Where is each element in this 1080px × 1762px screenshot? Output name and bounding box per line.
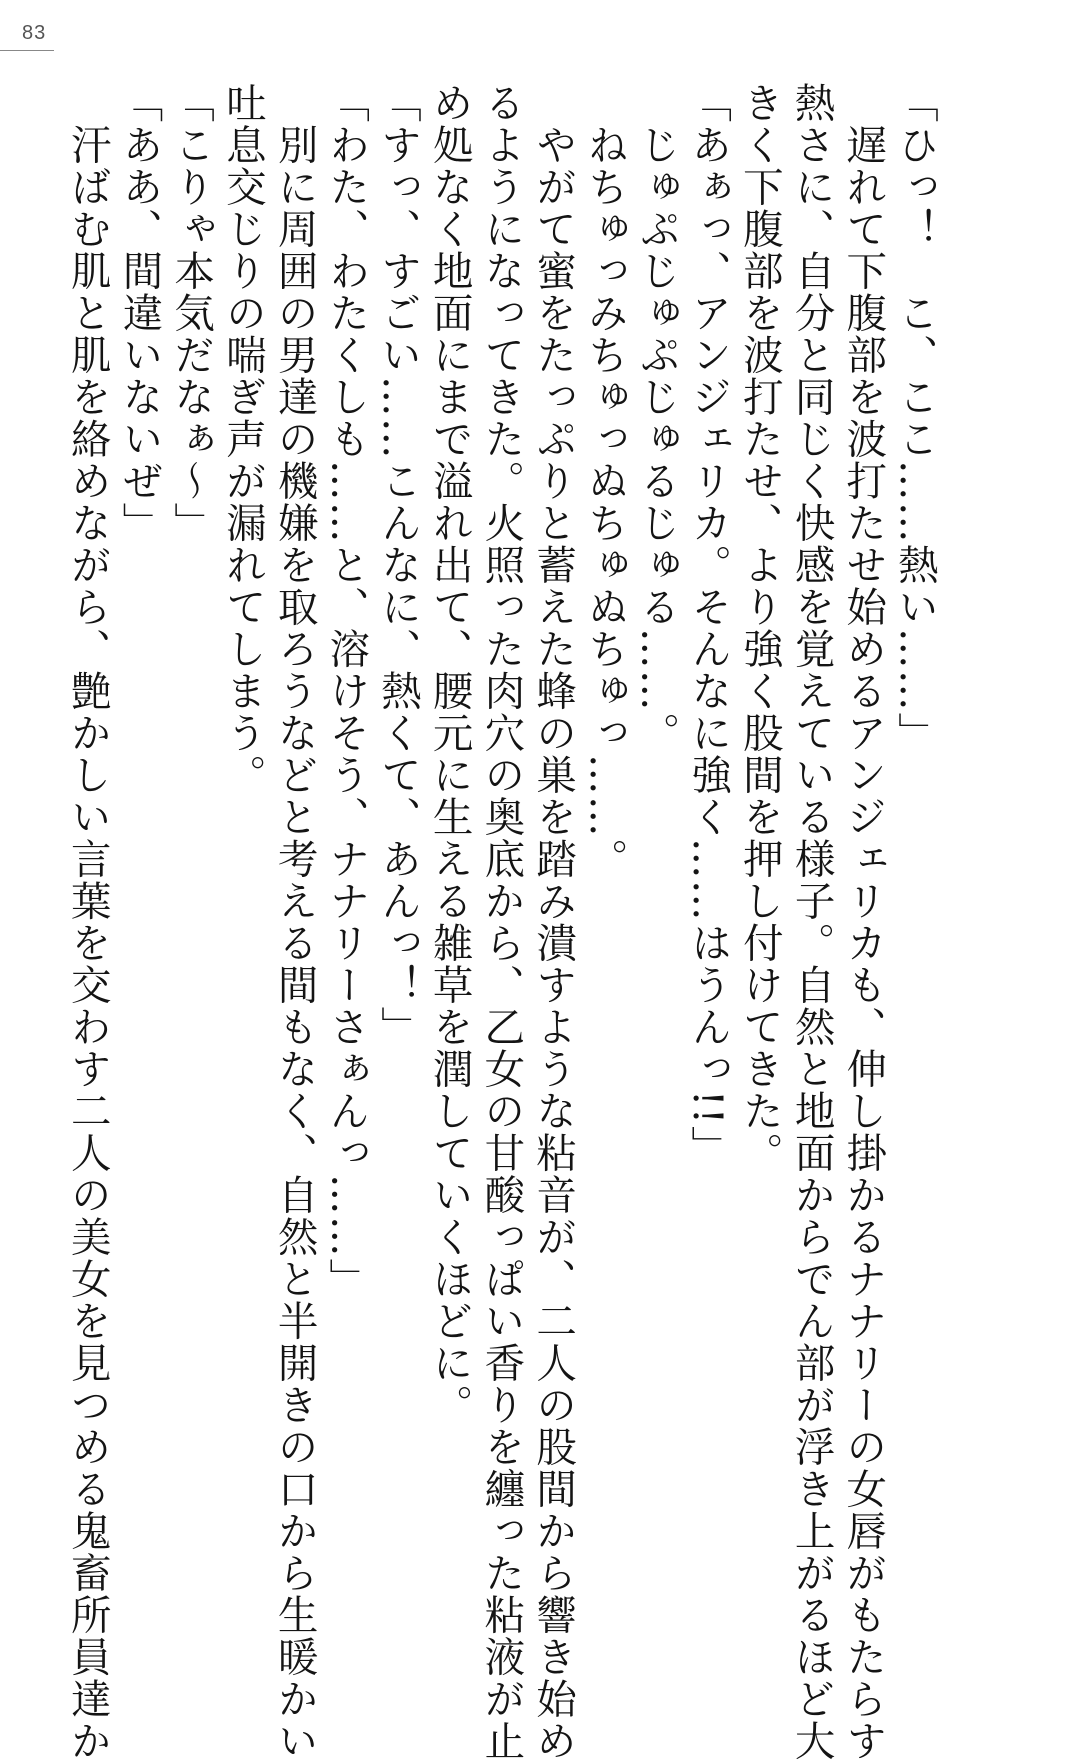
text-line: きく下腹部を波打たせ、より強く股間を押し付けてきた。 — [735, 82, 784, 1174]
text-line: 「ああ、間違いないぜ」 — [115, 82, 164, 544]
text-line: 別に周囲の男達の機嫌を取ろうなどと考える間もなく、自然と半開きの口から生暖かい — [270, 82, 319, 1762]
text-line: 「こりゃ本気だなぁ～」 — [167, 82, 216, 544]
text-line: 熱さに、自分と同じく快感を覚えている様子。自然と地面からでん部が浮き上がるほど大 — [787, 82, 836, 1762]
text-line: 汗ばむ肌と肌を絡めながら、艶かしい言葉を交わす二人の美女を見つめる鬼畜所員達か — [63, 82, 112, 1762]
text-line: 「わた、わたくしも……と、溶けそう、ナナリーさぁんっ……」 — [322, 82, 371, 1300]
text-line: 「ひっ！ こ、ここ……熱い……」 — [891, 82, 939, 754]
text-line: 「あぁっ、アンジェリカ。そんなに強く……はうんっ!!」 — [684, 82, 733, 1168]
text-line: ねちゅっみちゅっぬちゅぬちゅっ……。 — [580, 82, 629, 880]
page-number-rule — [0, 50, 54, 51]
text-line: 遅れて下腹部を波打たせ始めるアンジェリカも、伸し掛かるナナリーの女唇がもたらす — [839, 82, 888, 1762]
text-line: 吐息交じりの喘ぎ声が漏れてしまう。 — [218, 82, 267, 796]
text-line: やがて蜜をたっぷりと蓄えた蜂の巣を踏み潰すような粘音が、二人の股間から響き始め — [529, 82, 578, 1762]
text-line: じゅぷじゅぷじゅるじゅる……。 — [632, 82, 681, 754]
body-text — [61, 82, 940, 1762]
text-line: るようになってきた。火照った肉穴の奥底から、乙女の甘酸っぱい香りを纏った粘液が止 — [477, 82, 526, 1762]
text-line: 「すっ、すごい……こんなに、熱くて、あんっ！」 — [373, 82, 422, 1048]
text-line: め処なく地面にまで溢れ出て、腰元に生える雑草を潤していくほどに。 — [425, 82, 474, 1426]
page-number: 83 — [22, 22, 47, 44]
